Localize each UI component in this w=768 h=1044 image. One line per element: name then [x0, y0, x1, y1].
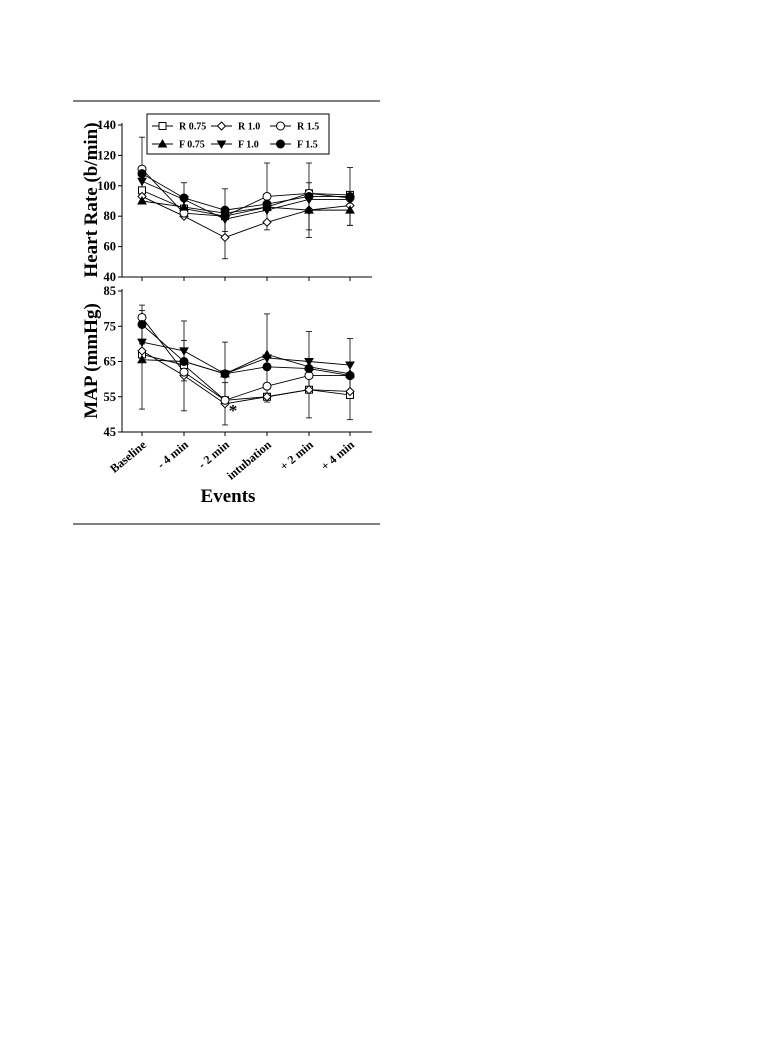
data-point-f-1-5 — [138, 170, 146, 178]
legend-label-f-1-0: F 1.0 — [238, 139, 259, 151]
hr-y-tick-label: 100 — [97, 178, 116, 193]
map-y-tick-label: 65 — [103, 354, 116, 369]
hr-y-axis-label: Heart Rate (b/min) — [81, 122, 102, 278]
data-point-r-1-0 — [221, 233, 229, 241]
series-line-f-1-5 — [142, 324, 350, 375]
map-panel — [81, 284, 372, 439]
legend-label-f-1-5: F 1.5 — [297, 139, 318, 151]
data-point-f-1-5 — [263, 363, 271, 371]
data-point-f-1-0 — [346, 362, 354, 369]
map-y-tick-label: 45 — [103, 425, 116, 439]
data-point-f-1-5 — [263, 200, 271, 208]
data-point-f-1-5 — [346, 372, 354, 380]
data-point-f-1-5 — [180, 358, 188, 366]
map-y-axis-label: MAP (mmHg) — [81, 303, 102, 419]
x-category-label: + 2 min — [277, 437, 316, 474]
significance-asterisk: * — [228, 400, 238, 420]
hr-y-tick-label: 60 — [103, 239, 116, 254]
map-y-tick-label: 85 — [103, 284, 116, 298]
data-point-f-1-5 — [346, 192, 354, 200]
series-line-r-1-0 — [142, 196, 350, 237]
data-point-r-1-5 — [263, 382, 271, 390]
data-point-f-1-5 — [221, 206, 229, 214]
series-line-f-1-5 — [142, 174, 350, 210]
data-point-r-1-0 — [263, 218, 271, 226]
legend — [147, 114, 329, 154]
legend-marker-r-0-75 — [159, 123, 166, 130]
data-point-f-1-5 — [138, 320, 146, 328]
hr-y-tick-label: 140 — [97, 118, 116, 132]
legend-label-r-1-5: R 1.5 — [297, 121, 320, 133]
legend-marker-r-1-5 — [277, 122, 285, 130]
data-point-f-1-5 — [305, 192, 313, 200]
data-point-f-1-5 — [180, 194, 188, 202]
data-point-f-1-0 — [180, 348, 188, 355]
x-category-label: + 4 min — [318, 437, 357, 474]
legend-marker-f-1-5 — [277, 140, 285, 148]
x-category-label: intubation — [224, 437, 274, 483]
hr-y-tick-label: 40 — [103, 270, 116, 284]
series-line-r-1-0 — [142, 351, 350, 404]
legend-label-r-0-75: R 0.75 — [179, 121, 207, 133]
x-category-labels — [107, 437, 357, 482]
map-y-tick-label: 75 — [103, 319, 116, 334]
legend-label-f-0-75: F 0.75 — [179, 139, 205, 151]
data-point-r-1-5 — [180, 368, 188, 376]
legend-label-r-1-0: R 1.0 — [238, 121, 261, 133]
data-point-f-1-0 — [138, 178, 146, 185]
hr-y-tick-label: 120 — [97, 148, 116, 163]
data-point-f-1-5 — [221, 370, 229, 378]
series-line-f-1-0 — [142, 181, 350, 219]
hr-y-tick-label: 80 — [103, 209, 116, 224]
x-category-label: - 4 min — [154, 437, 191, 472]
x-axis-label: Events — [200, 486, 256, 507]
data-point-r-1-5 — [263, 192, 271, 200]
x-category-label: Baseline — [107, 437, 149, 476]
x-category-label: - 2 min — [195, 437, 232, 472]
data-point-f-1-5 — [305, 365, 313, 373]
series-line-r-1-5 — [142, 317, 350, 400]
map-y-tick-label: 55 — [103, 389, 116, 404]
